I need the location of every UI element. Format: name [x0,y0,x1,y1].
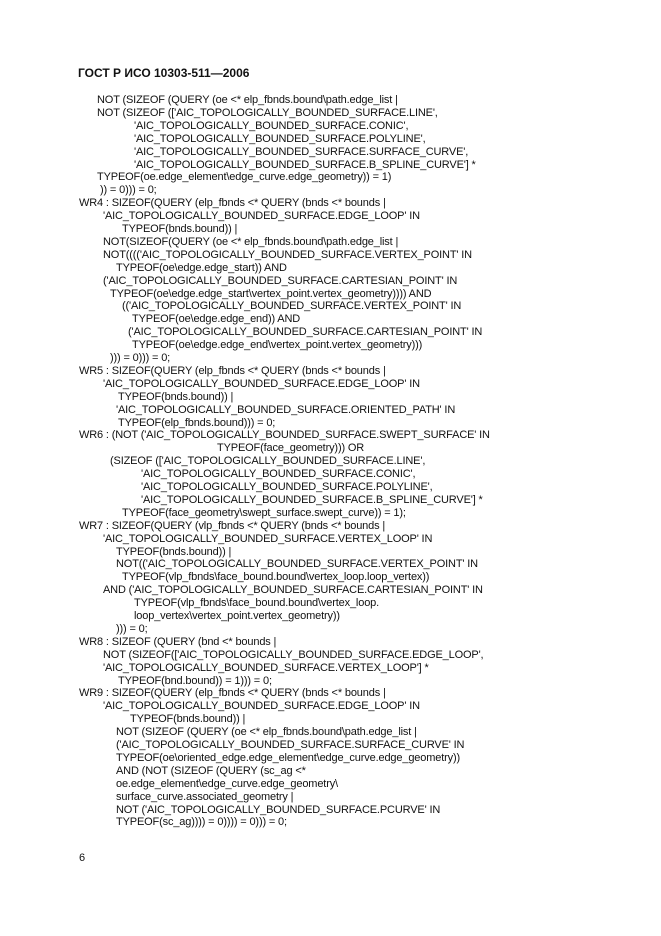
code-line: 'AIC_TOPOLOGICALLY_BOUNDED_SURFACE.VERTEX_LOOP'] * [103,661,429,674]
code-line: TYPEOF(bnds.bound)) | [116,545,232,558]
code-line: 'AIC_TOPOLOGICALLY_BOUNDED_SURFACE.VERTEX_LOOP' IN [103,532,433,545]
code-line: 'AIC_TOPOLOGICALLY_BOUNDED_SURFACE.SURFACE_CURVE', [134,145,469,158]
code-line: AND ('AIC_TOPOLOGICALLY_BOUNDED_SURFACE.CARTESIAN_POINT' IN [103,584,483,597]
code-line: TYPEOF(sc_ag)))) = 0)))) = 0))) = 0; [116,816,287,829]
code-line: NOT (SIZEOF (['AIC_TOPOLOGICALLY_BOUNDED_SURFACE.LINE', [97,106,438,119]
code-line: TYPEOF(face_geometry\swept_surface.swept_curve)) = 1); [122,506,406,519]
code-line: ))) = 0))) = 0; [110,352,171,364]
code-line: 'AIC_TOPOLOGICALLY_BOUNDED_SURFACE.POLYLINE', [134,132,426,145]
code-line: 'AIC_TOPOLOGICALLY_BOUNDED_SURFACE.B_SPLINE_CURVE'] * [141,493,483,506]
code-line: TYPEOF(vlp_fbnds\face_bound.bound\vertex_loop.loop_vertex)) [122,571,430,584]
code-line: TYPEOF(oe\oriented_edge.edge_element\edge_curve.edge_geometry)) [116,751,460,764]
code-line: 'AIC_TOPOLOGICALLY_BOUNDED_SURFACE.EDGE_LOOP' IN [103,210,420,223]
code-line: loop_vertex\vertex_point.vertex_geometry)) [134,610,340,622]
code-line: AND (NOT (SIZEOF (QUERY (sc_ag <* [116,764,306,777]
code-line: NOT(((('AIC_TOPOLOGICALLY_BOUNDED_SURFACE.VERTEX_POINT' IN [103,248,472,261]
code-line: TYPEOF(bnd.bound)) = 1))) = 0; [118,674,272,687]
code-line: 'AIC_TOPOLOGICALLY_BOUNDED_SURFACE.POLYLINE', [141,481,433,493]
code-line: ('AIC_TOPOLOGICALLY_BOUNDED_SURFACE.SURFACE_CURVE' IN [116,739,465,751]
code-line: TYPEOF(bnds.bound)) | [130,713,246,726]
code-line: WR7 : SIZEOF(QUERY (vlp_fbnds <* QUERY (bnds <* bounds | [79,519,386,532]
code-line: surface_curve.associated_geometry | [116,790,294,803]
code-line: WR4 : SIZEOF(QUERY (elp_fbnds <* QUERY (bnds <* bounds | [79,197,386,210]
code-line: TYPEOF(oe\edge.edge_start)) AND [116,261,287,274]
code-line: WR9 : SIZEOF(QUERY (elp_fbnds <* QUERY (bnds <* bounds | [79,687,386,700]
code-line: TYPEOF(elp_fbnds.bound))) = 0; [118,416,276,429]
code-line: TYPEOF(face_geometry))) OR [217,442,365,455]
code-line: WR6 : (NOT ('AIC_TOPOLOGICALLY_BOUNDED_SURFACE.SWEPT_SURFACE' IN [79,429,490,442]
code-line: 'AIC_TOPOLOGICALLY_BOUNDED_SURFACE.EDGE_LOOP' IN [103,377,420,390]
page-header-title: ГОСТ Р ИСО 10303-511—2006 [78,66,250,80]
code-line: TYPEOF(vlp_fbnds\face_bound.bound\vertex_loop. [134,597,380,610]
code-line: ))) = 0; [116,622,148,635]
code-line: (('AIC_TOPOLOGICALLY_BOUNDED_SURFACE.VERTEX_POINT' IN [122,300,462,313]
code-line: 'AIC_TOPOLOGICALLY_BOUNDED_SURFACE.ORIENTED_PATH' IN [116,403,456,416]
code-line: NOT (SIZEOF(['AIC_TOPOLOGICALLY_BOUNDED_SURFACE.EDGE_LOOP', [103,648,484,661]
code-line: TYPEOF(oe\edge.edge_end\vertex_point.vertex_geometry))) [132,339,423,352]
code-line: NOT(SIZEOF(QUERY (oe <* elp_fbnds.bound\path.edge_list | [103,235,399,248]
code-line: NOT ('AIC_TOPOLOGICALLY_BOUNDED_SURFACE.PCURVE' IN [116,803,441,816]
code-line: (SIZEOF (['AIC_TOPOLOGICALLY_BOUNDED_SURFACE.LINE', [110,455,426,468]
code-line: TYPEOF(oe\edge.edge_start\vertex_point.vertex_geometry)))) AND [110,287,432,300]
code-line: WR5 : SIZEOF(QUERY (elp_fbnds <* QUERY (bnds <* bounds | [79,364,386,377]
code-line: oe.edge_element\edge_curve.edge_geometry\ [116,777,338,790]
code-line: ('AIC_TOPOLOGICALLY_BOUNDED_SURFACE.CARTESIAN_POINT' IN [103,274,458,287]
code-line: )) = 0))) = 0; [100,184,157,197]
code-line: WR8 : SIZEOF (QUERY (bnd <* bounds | [79,635,277,648]
code-line: 'AIC_TOPOLOGICALLY_BOUNDED_SURFACE.EDGE_LOOP' IN [103,700,420,713]
code-line: NOT(('AIC_TOPOLOGICALLY_BOUNDED_SURFACE.VERTEX_POINT' IN [116,558,478,571]
code-line: NOT (SIZEOF (QUERY (oe <* elp_fbnds.bound\path.edge_list | [97,94,398,106]
code-line: NOT (SIZEOF (QUERY (oe <* elp_fbnds.bound\path.edge_list | [116,726,417,739]
code-line: TYPEOF(oe.edge_element\edge_curve.edge_geometry)) = 1) [97,171,392,184]
code-line: 'AIC_TOPOLOGICALLY_BOUNDED_SURFACE.CONIC', [141,468,416,481]
page-number: 6 [79,852,86,864]
code-line: TYPEOF(bnds.bound)) | [122,223,238,235]
code-line: 'AIC_TOPOLOGICALLY_BOUNDED_SURFACE.B_SPLINE_CURVE'] * [134,158,476,171]
code-line: ('AIC_TOPOLOGICALLY_BOUNDED_SURFACE.CARTESIAN_POINT' IN [128,326,483,339]
code-line: 'AIC_TOPOLOGICALLY_BOUNDED_SURFACE.CONIC', [134,119,409,132]
code-line: TYPEOF(oe\edge.edge_end)) AND [132,313,301,326]
code-line: TYPEOF(bnds.bound)) | [118,390,234,403]
